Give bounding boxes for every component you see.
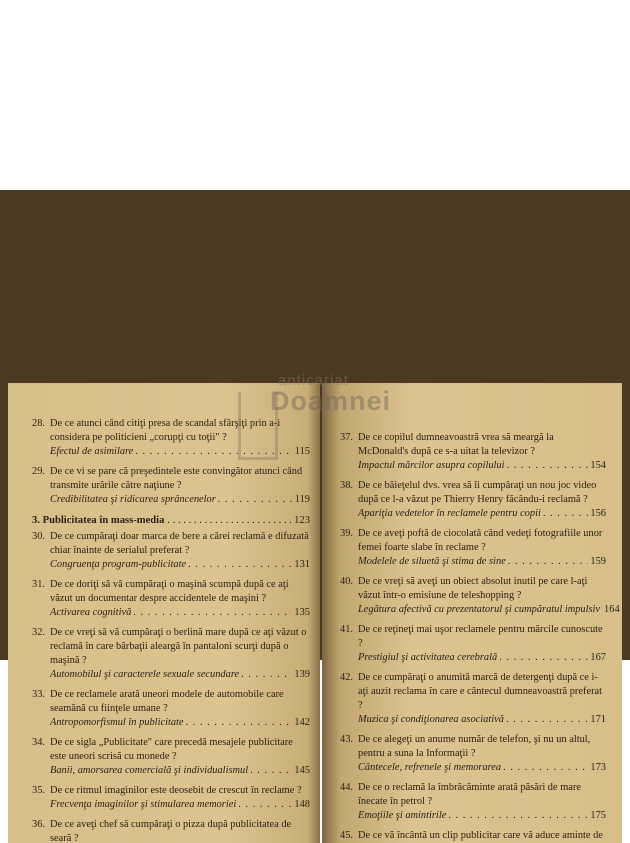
toc-entry [340, 431, 606, 473]
entry-number: 35. [32, 785, 45, 796]
entry-subtitle: Apariţia vedetelor în reclamele pentru copii [358, 508, 541, 519]
entry-number: 36. [32, 819, 45, 830]
entry-page-number: 171 [590, 714, 606, 725]
entry-subtitle: Banii, amorsarea comercială şi individualismul [50, 765, 249, 776]
entry-number: 28. [32, 418, 45, 429]
entry-page-number: 175 [590, 810, 606, 821]
entry-number: 38. [340, 480, 353, 491]
entry-number: 45. [340, 830, 353, 841]
leader-dots [543, 507, 589, 521]
leader-dots [503, 761, 588, 775]
entry-page-number: 159 [590, 556, 606, 567]
entry-number: 37. [340, 432, 353, 443]
leader-dots [133, 606, 292, 620]
toc-entry [32, 626, 310, 682]
entry-question: De ce o reclamă la îmbrăcăminte arată păsări de mare înecate în petrol ? [358, 782, 581, 807]
toc-entry [32, 417, 310, 459]
entry-number: 43. [340, 734, 353, 745]
entry-page-number: 131 [294, 559, 310, 570]
leader-dots [188, 558, 292, 572]
book-photo [0, 190, 630, 843]
toc-entry [340, 575, 620, 617]
entry-subtitle: Modelele de siluetă şi stima de sine [358, 556, 506, 567]
leader-dots [238, 798, 292, 812]
entry-page-number: 139 [294, 669, 310, 680]
toc-entry [32, 688, 310, 730]
leader-dots [135, 445, 292, 459]
entry-question: De ce cumpăraţi o anumită marcă de detergenţi după ce i-aţi auzit reclama în care e cântecul dumneavoastră preferat ? [358, 672, 603, 711]
entry-page-number: 154 [590, 460, 606, 471]
entry-page-number: 173 [590, 762, 606, 773]
entry-page-number: 148 [294, 799, 310, 810]
entry-question: De ce doriţi să vă cumpăraţi o maşină scumpă după ce aţi văzut un documentar despre accidentele de maşini ? [50, 579, 289, 604]
entry-question: De ce aveţi poftă de ciocolată când vedeţi fotografiile unor femei foarte slabe în reclame ? [358, 528, 603, 553]
entry-page-number: 119 [294, 494, 310, 505]
entry-question: De ce vi se pare că preşedintele este convingător atunci când transmite urările către naţiune ? [50, 466, 303, 491]
entry-number: 32. [32, 627, 45, 638]
toc-entry [32, 578, 310, 620]
leader-dots [241, 668, 292, 682]
watermark-top-text: anticariat [278, 372, 349, 389]
entry-question: De ce alegeţi un anume număr de telefon, şi nu un altul, pentru a suna la Informaţii ? [358, 734, 591, 759]
entry-subtitle: Impactul mărcilor asupra copilului [358, 460, 505, 471]
entry-number: 31. [32, 579, 45, 590]
entry-question: De ce aveţi chef să cumpăraţi o pizza după publicitatea de seară ? [50, 819, 292, 843]
entry-subtitle: Congruenţa program-publicitate [50, 559, 187, 570]
entry-question: De ce ritmul imaginilor este deosebit de crescut în reclame ? [50, 785, 302, 796]
entry-number: 42. [340, 672, 353, 683]
entry-page-number: 164 [604, 604, 620, 615]
entry-page-number: 135 [294, 607, 310, 618]
toc-entry [340, 829, 606, 843]
toc-entry [32, 784, 310, 812]
toc-entry [340, 733, 606, 775]
right-page [322, 383, 622, 843]
toc-entry [340, 479, 606, 521]
entry-question: De ce vă încântă un clip publicitar care vă aduce aminte de [358, 830, 603, 841]
leader-dots [507, 459, 589, 473]
toc-entry [340, 781, 606, 823]
toc-entry [340, 671, 606, 727]
entry-number: 40. [340, 576, 353, 587]
entry-page-number: 167 [590, 652, 606, 663]
entry-page-number: 142 [294, 717, 310, 728]
watermark-main-text: Doamnei [270, 386, 392, 416]
entry-number: 33. [32, 689, 45, 700]
entry-question: De ce reclamele arată uneori modele de automobile care seamănă cu fiinţele umane ? [50, 689, 284, 714]
entry-subtitle: Activarea cognitivă [50, 607, 132, 618]
entry-number: 30. [32, 531, 45, 542]
entry-subtitle: Legătura afectivă cu prezentatorul şi cumpăratul impulsiv [358, 604, 601, 615]
entry-number: 39. [340, 528, 353, 539]
entry-question: De ce copilul dumneavoastră vrea să meargă la McDonald's după ce s-a uitat la televizor ? [358, 432, 554, 457]
entry-subtitle: Efectul de asimilare [50, 446, 134, 457]
entry-question: De ce vreţi să vă cumpăraţi o berlină mare după ce aţi văzut o reclamă în care bărbaţii aleargă în pantaloni scurţi după o maşină ? [50, 627, 307, 666]
leader-dots [448, 809, 588, 823]
entry-subtitle: Emoţiile şi amintirile [358, 810, 447, 821]
entry-question: De ce sigla „Publicitate" care precedă mesajele publicitare este uneori scrisă cu monede ? [50, 737, 293, 762]
entry-subtitle: Muzica şi condiţionarea asociativă [358, 714, 504, 725]
entry-subtitle: Cântecele, refrenele şi memorarea [358, 762, 502, 773]
entry-number: 29. [32, 466, 45, 477]
left-page [8, 383, 320, 843]
entry-number: 41. [340, 624, 353, 635]
toc-entry [340, 623, 606, 665]
leader-dots [186, 716, 293, 730]
toc-entry [32, 736, 310, 778]
toc-entry [32, 530, 310, 572]
toc-entry [340, 527, 606, 569]
leader-dots [218, 493, 293, 507]
entry-page-number: 156 [590, 508, 606, 519]
entry-subtitle: Automobilul şi caracterele sexuale secundare [50, 669, 240, 680]
entry-question: De ce vreţi să aveţi un obiect absolut inutil pe care l-aţi văzut într-o emisiune de teleshopping ? [358, 576, 588, 601]
leader-dots [499, 651, 588, 665]
leader-dots [508, 555, 589, 569]
entry-number: 34. [32, 737, 45, 748]
entry-question: De ce atunci când citiţi presa de scandal sfârşiţi prin a-i considera pe politicieni „corupţi cu toţii" ? [50, 418, 281, 443]
entry-question: De ce băieţelul dvs. vrea să îi cumpăraţi un nou joc video după ce l-a văzut pe Thierry Henry făcându-i reclamă ? [358, 480, 597, 505]
entry-subtitle: Prestigiul şi activitatea cerebrală [358, 652, 498, 663]
entry-question: De ce cumpăraţi doar marca de bere a cărei reclamă e difuzată chiar înainte de serialul preferat ? [50, 531, 309, 556]
section-heading: 3. Publicitatea în mass-media . . . 123 [32, 515, 310, 526]
leader-dots [506, 713, 588, 727]
entry-question: De ce reţineţi mai uşor reclamele pentru mărcile cunoscute ? [358, 624, 603, 649]
entry-subtitle: Antropomorfismul în publicitate [50, 717, 184, 728]
toc-entry [32, 818, 310, 843]
entry-subtitle: Frecvenţa imaginilor şi stimularea memoriei [50, 799, 237, 810]
toc-entry [32, 465, 310, 507]
entry-page-number: 145 [294, 765, 310, 776]
entry-subtitle: Credibilitatea şi ridicarea sprâncenelor [50, 494, 216, 505]
entry-page-number: 115 [294, 446, 310, 457]
leader-dots [250, 764, 292, 778]
entry-number: 44. [340, 782, 353, 793]
